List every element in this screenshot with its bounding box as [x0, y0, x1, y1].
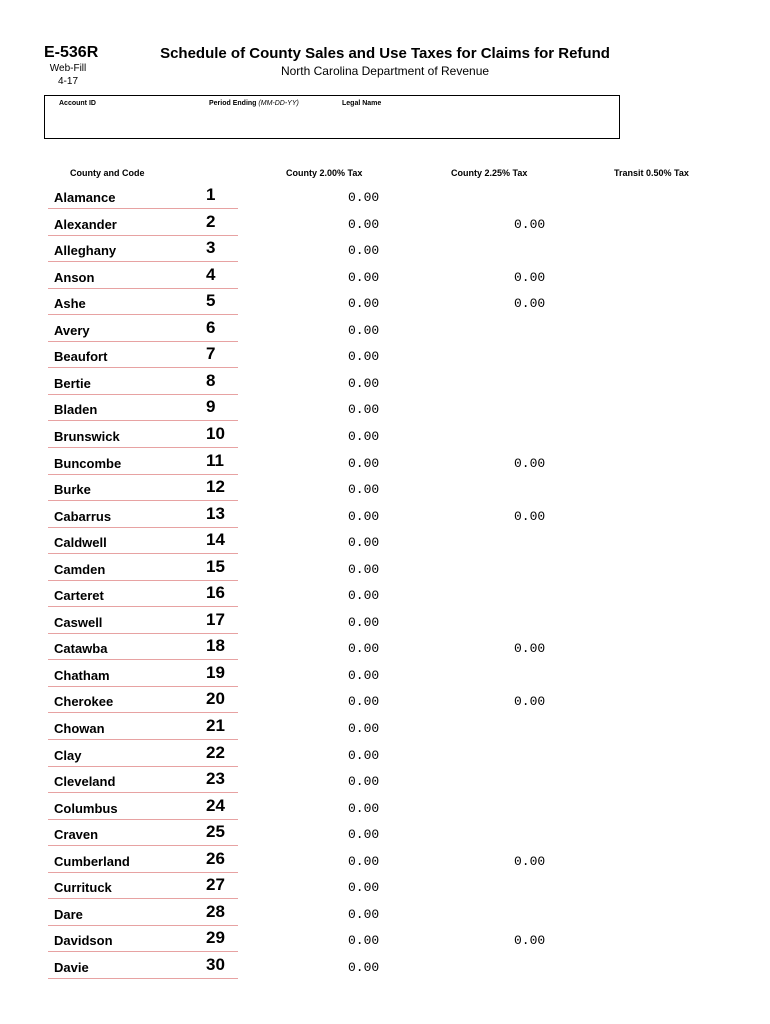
row-divider — [48, 978, 238, 979]
table-row — [0, 184, 770, 211]
county-name: Chowan — [54, 721, 105, 736]
row-divider — [48, 951, 238, 952]
county-code: 28 — [206, 901, 225, 921]
table-row — [0, 901, 770, 928]
row-divider — [48, 208, 238, 209]
row-divider — [48, 712, 238, 713]
county-code: 5 — [206, 291, 216, 311]
county-200-tax-field[interactable]: 0.00 — [348, 508, 380, 524]
table-row — [0, 609, 770, 636]
county-200-tax-field[interactable]: 0.00 — [348, 243, 380, 259]
county-225-tax-header: County 2.25% Tax — [451, 168, 528, 178]
row-divider — [48, 872, 238, 873]
table-row — [0, 662, 770, 689]
county-code: 3 — [206, 238, 216, 258]
table-row — [0, 954, 770, 981]
table-row — [0, 237, 770, 264]
row-divider — [48, 235, 238, 236]
row-divider — [48, 633, 238, 634]
table-row — [0, 848, 770, 875]
county-code: 12 — [206, 477, 225, 497]
county-code: 15 — [206, 556, 225, 576]
county-code: 26 — [206, 848, 225, 868]
county-200-tax-field[interactable]: 0.00 — [348, 269, 380, 285]
county-200-tax-field[interactable]: 0.00 — [348, 402, 380, 418]
county-200-tax-field[interactable]: 0.00 — [348, 880, 380, 896]
county-code: 17 — [206, 609, 225, 629]
county-code: 9 — [206, 397, 216, 417]
county-name: Alexander — [54, 216, 117, 232]
county-code: 18 — [206, 636, 225, 656]
county-code: 30 — [206, 954, 225, 974]
row-divider — [48, 606, 238, 607]
row-divider — [48, 288, 238, 289]
county-name: Catawba — [54, 641, 108, 657]
county-code-header: County and Code — [70, 168, 145, 178]
county-name: Brunswick — [54, 428, 120, 444]
row-divider — [48, 527, 238, 528]
county-code: 24 — [206, 795, 225, 815]
legal-name-label: Legal Name — [342, 100, 382, 107]
web-fill-label: Web-Fill — [49, 63, 87, 74]
row-divider — [48, 500, 238, 501]
table-row — [0, 768, 770, 795]
county-200-tax-field[interactable]: 0.00 — [348, 322, 380, 338]
form-version — [44, 62, 92, 88]
county-200-tax-field[interactable]: 0.00 — [348, 853, 380, 869]
county-200-tax-field[interactable]: 0.00 — [348, 906, 380, 922]
county-200-tax-field[interactable]: 0.00 — [348, 190, 380, 205]
county-name: Davie — [54, 959, 89, 975]
county-name: Cherokee — [54, 694, 114, 710]
county-name: Ashe — [54, 296, 86, 312]
county-name: Anson — [54, 269, 95, 285]
county-200-tax-field[interactable]: 0.00 — [348, 375, 380, 391]
county-name: Currituck — [54, 880, 112, 896]
county-code: 29 — [206, 928, 225, 948]
county-code: 27 — [206, 875, 225, 895]
county-name: Alamance — [54, 190, 116, 205]
county-name: Davidson — [54, 933, 113, 949]
table-row — [0, 635, 770, 662]
table-row — [0, 476, 770, 503]
row-divider — [48, 686, 238, 687]
county-name: Caldwell — [54, 535, 107, 551]
table-row — [0, 874, 770, 901]
table-row — [0, 688, 770, 715]
county-name: Cumberland — [54, 853, 130, 869]
transit-050-tax-header: Transit 0.50% Tax — [614, 168, 689, 178]
row-divider — [48, 420, 238, 421]
county-name: Burke — [54, 482, 91, 498]
county-200-tax-field[interactable]: 0.00 — [348, 959, 380, 975]
county-225-tax-field[interactable]: 0.00 — [514, 933, 546, 949]
county-200-tax-field[interactable]: 0.00 — [348, 455, 380, 471]
county-200-tax-field[interactable]: 0.00 — [348, 482, 380, 498]
county-code: 10 — [206, 423, 225, 443]
county-200-tax-field[interactable]: 0.00 — [348, 774, 380, 790]
row-divider — [48, 261, 238, 262]
row-divider — [48, 447, 238, 448]
form-id: E-536R — [44, 44, 99, 61]
county-name: Chatham — [54, 667, 110, 683]
county-name: Columbus — [54, 800, 118, 816]
county-225-tax-field[interactable]: 0.00 — [514, 455, 546, 471]
county-name: Buncombe — [54, 455, 122, 471]
table-row — [0, 556, 770, 583]
table-row — [0, 821, 770, 848]
county-200-tax-field[interactable]: 0.00 — [348, 800, 380, 816]
county-code: 2 — [206, 211, 216, 231]
row-divider — [48, 553, 238, 554]
row-divider — [48, 766, 238, 767]
row-divider — [48, 580, 238, 581]
county-name: Craven — [54, 827, 99, 843]
county-name: Cleveland — [54, 774, 116, 790]
county-code: 20 — [206, 689, 225, 709]
county-200-tax-field[interactable]: 0.00 — [348, 721, 380, 736]
table-row — [0, 290, 770, 317]
table-row — [0, 423, 770, 450]
table-row — [0, 927, 770, 954]
county-200-tax-field[interactable]: 0.00 — [348, 428, 380, 444]
county-200-tax-field[interactable]: 0.00 — [348, 296, 380, 312]
county-name: Bertie — [54, 375, 91, 391]
row-divider — [48, 792, 238, 793]
row-divider — [48, 898, 238, 899]
county-code: 8 — [206, 370, 216, 390]
row-divider — [48, 819, 238, 820]
row-divider — [48, 845, 238, 846]
county-code: 19 — [206, 662, 225, 682]
taxpayer-id-box — [44, 95, 620, 139]
county-code: 6 — [206, 317, 216, 337]
county-200-tax-field[interactable]: 0.00 — [348, 561, 380, 577]
county-code: 4 — [206, 264, 216, 284]
county-225-tax-field[interactable]: 0.00 — [514, 508, 546, 524]
row-divider — [48, 474, 238, 475]
county-200-tax-field[interactable]: 0.00 — [348, 641, 380, 657]
county-225-tax-field[interactable]: 0.00 — [514, 296, 546, 312]
county-200-tax-field[interactable]: 0.00 — [348, 614, 380, 630]
county-name: Cabarrus — [54, 508, 112, 524]
table-row — [0, 715, 770, 742]
county-225-tax-field[interactable]: 0.00 — [514, 216, 546, 232]
row-divider — [48, 394, 238, 395]
table-row — [0, 343, 770, 370]
county-code: 22 — [206, 742, 225, 762]
county-code: 1 — [206, 185, 216, 204]
county-225-tax-field[interactable]: 0.00 — [514, 641, 546, 657]
county-200-tax-field[interactable]: 0.00 — [348, 535, 380, 551]
period-ending-label: Period Ending (MM-DD-YY) — [209, 100, 299, 107]
county-code: 16 — [206, 583, 225, 603]
table-row — [0, 317, 770, 344]
county-code: 14 — [206, 530, 225, 550]
form-title: Schedule of County Sales and Use Taxes for Claims for Refund — [160, 45, 610, 62]
table-row — [0, 795, 770, 822]
county-code: 7 — [206, 344, 216, 364]
table-row — [0, 582, 770, 609]
row-divider — [48, 739, 238, 740]
table-row — [0, 450, 770, 477]
row-divider — [48, 659, 238, 660]
county-name: Avery — [54, 322, 90, 338]
row-divider — [48, 367, 238, 368]
county-name: Camden — [54, 561, 106, 577]
county-225-tax-field[interactable]: 0.00 — [514, 853, 546, 869]
county-200-tax-field[interactable]: 0.00 — [348, 216, 380, 232]
county-225-tax-field[interactable]: 0.00 — [514, 694, 546, 710]
county-225-tax-field[interactable]: 0.00 — [514, 269, 546, 285]
county-200-tax-header: County 2.00% Tax — [286, 168, 363, 178]
county-name: Carteret — [54, 588, 104, 604]
county-name: Caswell — [54, 614, 103, 630]
county-code: 21 — [206, 716, 225, 735]
county-code: 11 — [206, 450, 224, 470]
table-row — [0, 529, 770, 556]
county-code: 23 — [206, 769, 225, 789]
table-row — [0, 264, 770, 291]
county-200-tax-field[interactable]: 0.00 — [348, 747, 380, 763]
county-name: Bladen — [54, 402, 98, 418]
county-name: Clay — [54, 747, 82, 763]
county-name: Beaufort — [54, 349, 108, 365]
table-row — [0, 742, 770, 769]
county-code: 25 — [206, 822, 225, 842]
table-row — [0, 396, 770, 423]
county-name: Dare — [54, 906, 83, 922]
table-row — [0, 503, 770, 530]
county-200-tax-field[interactable]: 0.00 — [348, 349, 380, 365]
county-200-tax-field[interactable]: 0.00 — [348, 827, 380, 843]
account-id-label: Account ID — [59, 100, 96, 107]
agency-name: North Carolina Department of Revenue — [280, 64, 490, 78]
table-row — [0, 370, 770, 397]
row-divider — [48, 314, 238, 315]
county-code: 13 — [206, 503, 225, 523]
county-name: Alleghany — [54, 243, 117, 259]
county-200-tax-field[interactable]: 0.00 — [348, 933, 380, 949]
row-divider — [48, 341, 238, 342]
county-200-tax-field[interactable]: 0.00 — [348, 694, 380, 710]
county-200-tax-field[interactable]: 0.00 — [348, 588, 380, 604]
row-divider — [48, 925, 238, 926]
revision-label: 4-17 — [57, 76, 78, 87]
table-row — [0, 211, 770, 238]
county-200-tax-field[interactable]: 0.00 — [348, 667, 380, 683]
